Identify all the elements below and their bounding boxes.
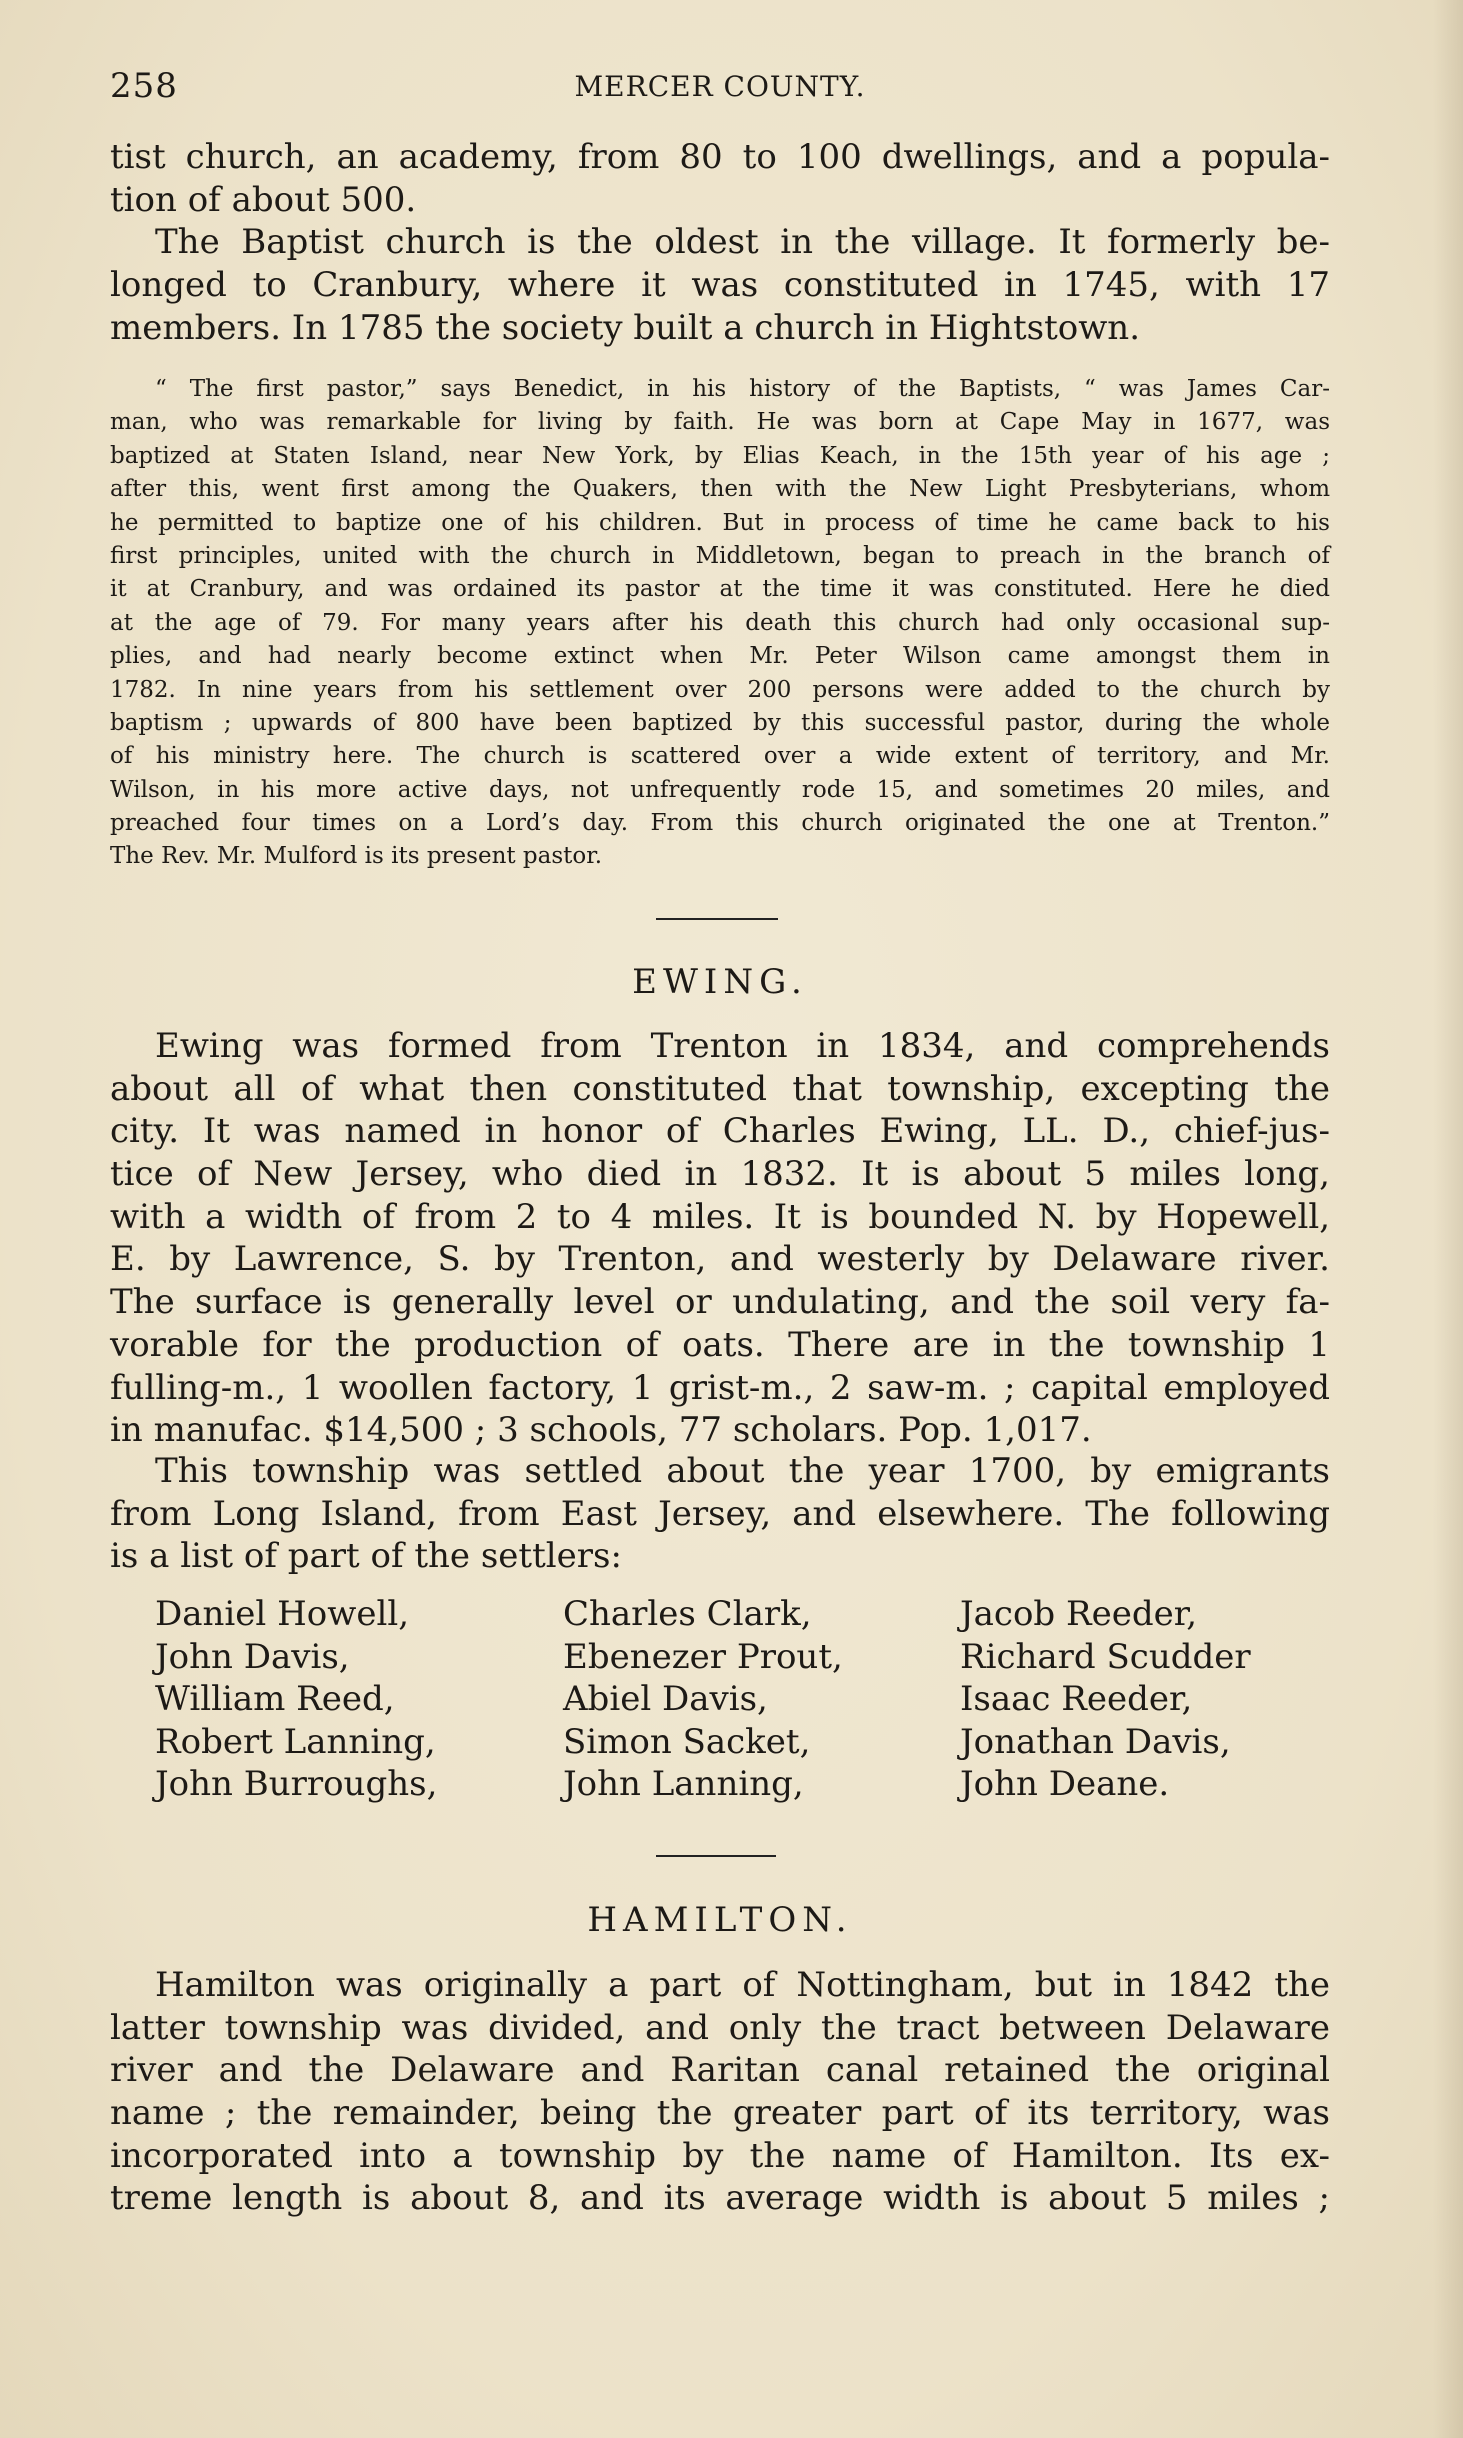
- quote-line: of his ministry here. The church is scattered over a wide extent of territory, and Mr.: [110, 743, 1330, 770]
- settler-name: John Davis,: [155, 1636, 350, 1677]
- text-line: name ; the remainder, being the greater part of its territory, was: [110, 2093, 1330, 2134]
- quote-line: man, who was remarkable for living by faith. He was born at Cape May in 1677, was: [110, 409, 1330, 436]
- page-number: 258: [110, 66, 178, 106]
- ewing-paragraph-2: [110, 1450, 1330, 1578]
- text-line: tist church, an academy, from 80 to 100 dwellings, and a popula-: [110, 137, 1330, 177]
- text-line: members. In 1785 the society built a church in Hightstown.: [110, 307, 1141, 348]
- settler-name: John Lanning,: [563, 1764, 804, 1804]
- hamilton-paragraph: [110, 1964, 1330, 2220]
- quote-line: he permitted to baptize one of his children. But in process of time he came back to his: [110, 509, 1330, 536]
- running-title: MERCER COUNTY.: [574, 70, 866, 103]
- quote-line: 1782. In nine years from his settlement over 200 persons were added to the church by: [110, 676, 1330, 703]
- text-line: Hamilton was originally a part of Nottingham, but in 1842 the: [155, 1965, 1330, 2005]
- text-line: treme length is about 8, and its average width is about 5 miles ;: [110, 2178, 1330, 2219]
- page-header: [110, 66, 1330, 106]
- quote-line: plies, and had nearly become extinct when Mr. Peter Wilson came amongst them in: [110, 643, 1330, 670]
- text-line: E. by Lawrence, S. by Trenton, and westerly by Delaware river.: [110, 1239, 1330, 1280]
- settler-name: Charles Clark,: [563, 1594, 812, 1634]
- settler-name: Daniel Howell,: [155, 1594, 410, 1634]
- quote-line: The Rev. Mr. Mulford is its present pastor.: [110, 843, 603, 870]
- quote-line: Wilson, in his more active days, not unfrequently rode 15, and sometimes 20 miles, and: [110, 776, 1330, 803]
- quote-line: baptism ; upwards of 800 have been baptized by this successful pastor, during the whole: [110, 709, 1330, 736]
- text-line: tice of New Jersey, who died in 1832. It is about 5 miles long,: [110, 1154, 1330, 1195]
- text-line: longed to Cranbury, where it was constituted in 1745, with 17: [110, 265, 1330, 306]
- text-line: is a list of part of the settlers:: [110, 1536, 622, 1577]
- page-edge-shadow: [1433, 0, 1463, 2438]
- text-line: The Baptist church is the oldest in the village. It formerly be-: [155, 222, 1330, 263]
- settler-name: Simon Sacket,: [563, 1721, 811, 1762]
- text-line: fulling-m., 1 woollen factory, 1 grist-m., 2 saw-m. ; capital employed: [110, 1367, 1330, 1408]
- settler-name: Abiel Davis,: [563, 1679, 768, 1719]
- quote-line: preached four times on a Lord’s day. From this church originated the one at Trenton.”: [110, 810, 1330, 837]
- text-line: Ewing was formed from Trenton in 1834, and comprehends: [155, 1026, 1330, 1066]
- text-line: The surface is generally level or undulating, and the soil very fa-: [110, 1282, 1330, 1323]
- text-line: vorable for the production of oats. There are in the township 1: [110, 1324, 1330, 1365]
- text-line: This township was settled about the year 1700, by emigrants: [155, 1451, 1330, 1491]
- settlers-column-2: [563, 1593, 843, 1806]
- text-line: river and the Delaware and Raritan canal retained the original: [110, 2050, 1330, 2091]
- settlers-list: [155, 1593, 1305, 1803]
- section-heading-ewing: EWING.: [632, 962, 808, 1002]
- settler-name: Jacob Reeder,: [960, 1594, 1198, 1634]
- settler-name: Robert Lanning,: [155, 1721, 436, 1762]
- text-line: about all of what then constituted that township, excepting the: [110, 1068, 1330, 1109]
- text-line: from Long Island, from East Jersey, and elsewhere. The following: [110, 1493, 1330, 1534]
- text-line: with a width of from 2 to 4 miles. It is bounded N. by Hopewell,: [110, 1196, 1330, 1237]
- settler-name: John Deane.: [960, 1764, 1170, 1804]
- text-line: in manufac. $14,500 ; 3 schools, 77 scholars. Pop. 1,017.: [110, 1410, 1092, 1451]
- text-line: latter township was divided, and only the tract between Delaware: [110, 2007, 1330, 2048]
- quote-line: it at Cranbury, and was ordained its pastor at the time it was constituted. Here he died: [110, 576, 1330, 603]
- settler-name: Jonathan Davis,: [960, 1721, 1231, 1762]
- settler-name: Ebenezer Prout,: [563, 1636, 843, 1677]
- settler-name: John Burroughs,: [155, 1764, 438, 1804]
- quote-line: after this, went first among the Quakers, then with the New Light Presbyterians, whom: [110, 476, 1330, 503]
- settler-name: Richard Scudder: [960, 1636, 1251, 1677]
- quote-line: at the age of 79. For many years after his death this church had only occasional sup-: [110, 609, 1330, 636]
- text-line: tion of about 500.: [110, 179, 417, 220]
- quote-line: first principles, united with the church in Middletown, began to preach in the branch of: [110, 542, 1330, 569]
- text-line: city. It was named in honor of Charles Ewing, LL. D., chief-jus-: [110, 1111, 1330, 1152]
- section-heading-hamilton: HAMILTON.: [587, 1900, 853, 1940]
- settler-name: Isaac Reeder,: [960, 1679, 1193, 1719]
- settler-name: William Reed,: [155, 1679, 395, 1719]
- quote-block: [110, 373, 1330, 874]
- settlers-column-1: [155, 1593, 437, 1806]
- quote-line: “ The first pastor,” says Benedict, in his history of the Baptists, “ was James Car-: [155, 376, 1330, 402]
- section-divider: [656, 1855, 776, 1857]
- ewing-paragraph-1: [110, 1025, 1330, 1452]
- quote-line: baptized at Staten Island, near New York, by Elias Keach, in the 15th year of his age ;: [110, 442, 1330, 469]
- intro-paragraph: [110, 136, 1330, 349]
- section-divider: [656, 918, 778, 920]
- settlers-column-3: [960, 1593, 1251, 1806]
- text-line: incorporated into a township by the name of Hamilton. Its ex-: [110, 2135, 1330, 2176]
